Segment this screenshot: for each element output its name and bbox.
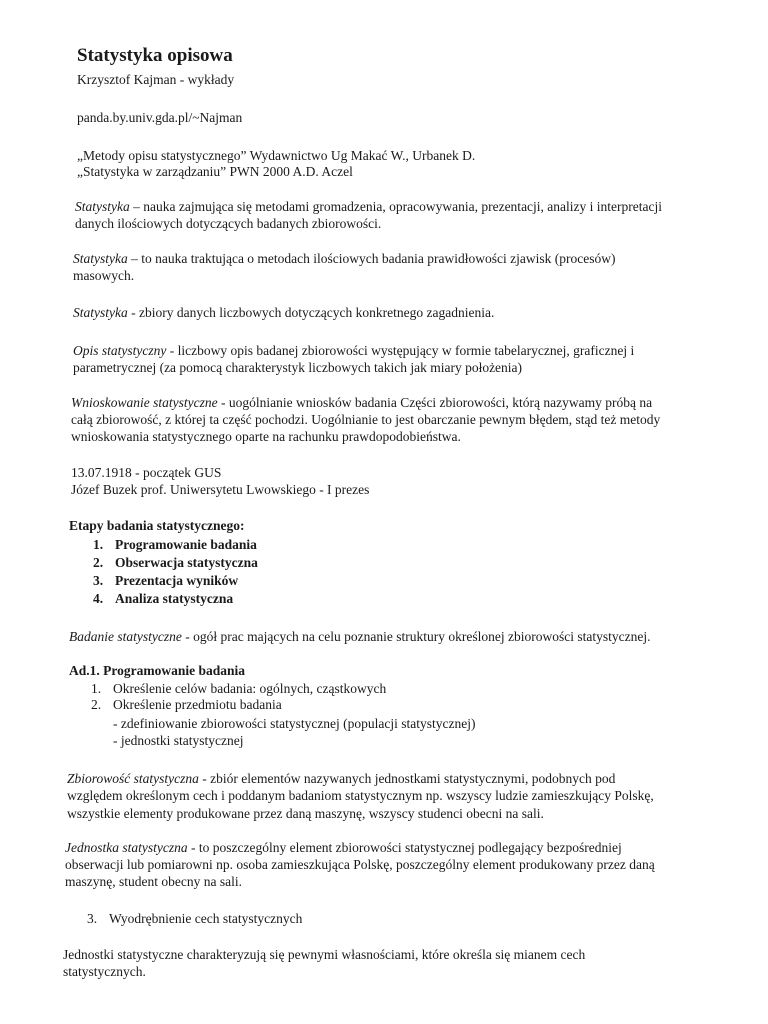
definition-term: Statystyka: [73, 251, 128, 266]
zbiorowosc-line-1: [67, 771, 765, 787]
ad1-item-number: 2.: [91, 697, 102, 712]
author-line: Krzysztof Kajman - wykłady: [77, 72, 235, 87]
stage-label: Programowanie badania: [115, 537, 257, 552]
reference-2: „Statystyka w zarządzaniu” PWN 2000 A.D. Aczel: [77, 164, 353, 179]
stage-number: 4.: [93, 591, 104, 606]
history-line-1: 13.07.1918 - początek GUS: [71, 465, 222, 480]
zbiorowosc-line-3: wszystkie elementy produkowane przez daną maszynę, wszyscy studenci obecni na sali.: [67, 806, 544, 821]
definition-1-line-1: [75, 199, 765, 215]
definition-5-line-2: całą zbiorowość, z której ta część pochodzi. Uogólnianie to jest obarczanie pewnym błędem, stąd też metody: [71, 412, 661, 427]
stage-number: 3.: [93, 573, 104, 588]
zbiorowosc-line-2: względem określonym cech i poddanym badaniom statystycznym np. wszyscy ludzie zamieszkujący Polskę,: [67, 788, 654, 803]
jednostka-line-1: [65, 840, 765, 856]
ad1-subitem: - zdefiniowanie zbiorowości statystycznej (populacji statystycznej): [113, 716, 476, 731]
definition-term: Jednostka statystyczna: [65, 840, 188, 855]
stage-number: 2.: [93, 555, 104, 570]
definition-term: Zbiorowość statystyczna: [67, 771, 199, 786]
definition-term: Statystyka: [73, 305, 128, 320]
definition-2-line-2: masowych.: [73, 268, 135, 283]
ad1-item-label: Określenie przedmiotu badania: [113, 697, 282, 712]
definition-text: - zbiór elementów nazywanych jednostkami statystycznymi, podobnych pod: [198, 771, 616, 786]
definition-5-line-3: wnioskowania statystycznego oparte na rachunku prawdopodobieństwa.: [71, 429, 461, 444]
definition-text: - uogólnianie wniosków badania Części zbiorowości, którą nazywamy próbą na: [217, 395, 653, 410]
definition-text: – nauka zajmująca się metodami gromadzenia, opracowywania, prezentacji, analizy i interpretacji: [129, 199, 662, 214]
stage-label: Analiza statystyczna: [115, 591, 234, 606]
definition-text: - zbiory danych liczbowych dotyczących konkretnego zagadnienia.: [127, 305, 495, 320]
definition-term: Statystyka: [75, 199, 130, 214]
definition-5-line-1: [71, 395, 765, 411]
ad1-subitem: - jednostki statystycznej: [113, 733, 244, 748]
closing-line-1: Jednostki statystyczne charakteryzują się pewnymi własnościami, które określa się mianem cech: [63, 947, 586, 962]
definition-text: – to nauka traktująca o metodach ilościowych badania prawidłowości zjawisk (procesów): [127, 251, 616, 266]
ad1-heading: Ad.1. Programowanie badania: [69, 663, 246, 678]
jednostka-line-2: obserwacji lub pomiarowni np. osoba zamieszkująca Polskę, poszczególny element produkowany przez daną: [65, 857, 655, 872]
jednostka-line-3: maszynę, student obecny na sali.: [65, 874, 242, 889]
definition-1-line-2: danych ilościowych dotyczących badanych zbiorowości.: [75, 216, 382, 231]
stages-heading: Etapy badania statystycznego:: [69, 518, 245, 533]
definition-term: Wnioskowanie statystyczne: [71, 395, 218, 410]
page-title: Statystyka opisowa: [77, 45, 233, 66]
definition-2-line-1: [73, 251, 765, 267]
stage-label: Obserwacja statystyczna: [115, 555, 258, 570]
definition-term: Badanie statystyczne: [69, 629, 182, 644]
reference-1: „Metody opisu statystycznego” Wydawnictwo Ug Makać W., Urbanek D.: [77, 148, 476, 163]
ad1-item-label: Określenie celów badania: ogólnych, cząstkowych: [113, 681, 387, 696]
stage-label: Prezentacja wyników: [115, 573, 239, 588]
ad1-item-label: Wyodrębnienie cech statystycznych: [109, 911, 303, 926]
definition-text: - ogół prac mających na celu poznanie struktury określonej zbiorowości statystycznej.: [181, 629, 651, 644]
definition-term: Opis statystyczny: [73, 343, 167, 358]
definition-4-line-1: [73, 343, 765, 359]
badanie-definition: [69, 629, 650, 645]
definition-3-line-1: [73, 305, 494, 321]
definition-4-line-2: parametrycznej (za pomocą charakterystyk liczbowych takich jak miary położenia): [73, 360, 523, 375]
ad1-item-number: 1.: [91, 681, 102, 696]
ad1-item-number: 3.: [87, 911, 98, 926]
history-line-2: Józef Buzek prof. Uniwersytetu Lwowskiego - I prezes: [71, 482, 370, 497]
stage-number: 1.: [93, 537, 104, 552]
closing-line-2: statystycznych.: [63, 964, 146, 979]
url-line: panda.by.univ.gda.pl/~Najman: [77, 110, 243, 125]
definition-text: - to poszczególny element zbiorowości statystycznej podlegający bezpośredniej: [187, 840, 622, 855]
definition-text: - liczbowy opis badanej zbiorowości występujący w formie tabelarycznej, graficznej i: [166, 343, 635, 358]
